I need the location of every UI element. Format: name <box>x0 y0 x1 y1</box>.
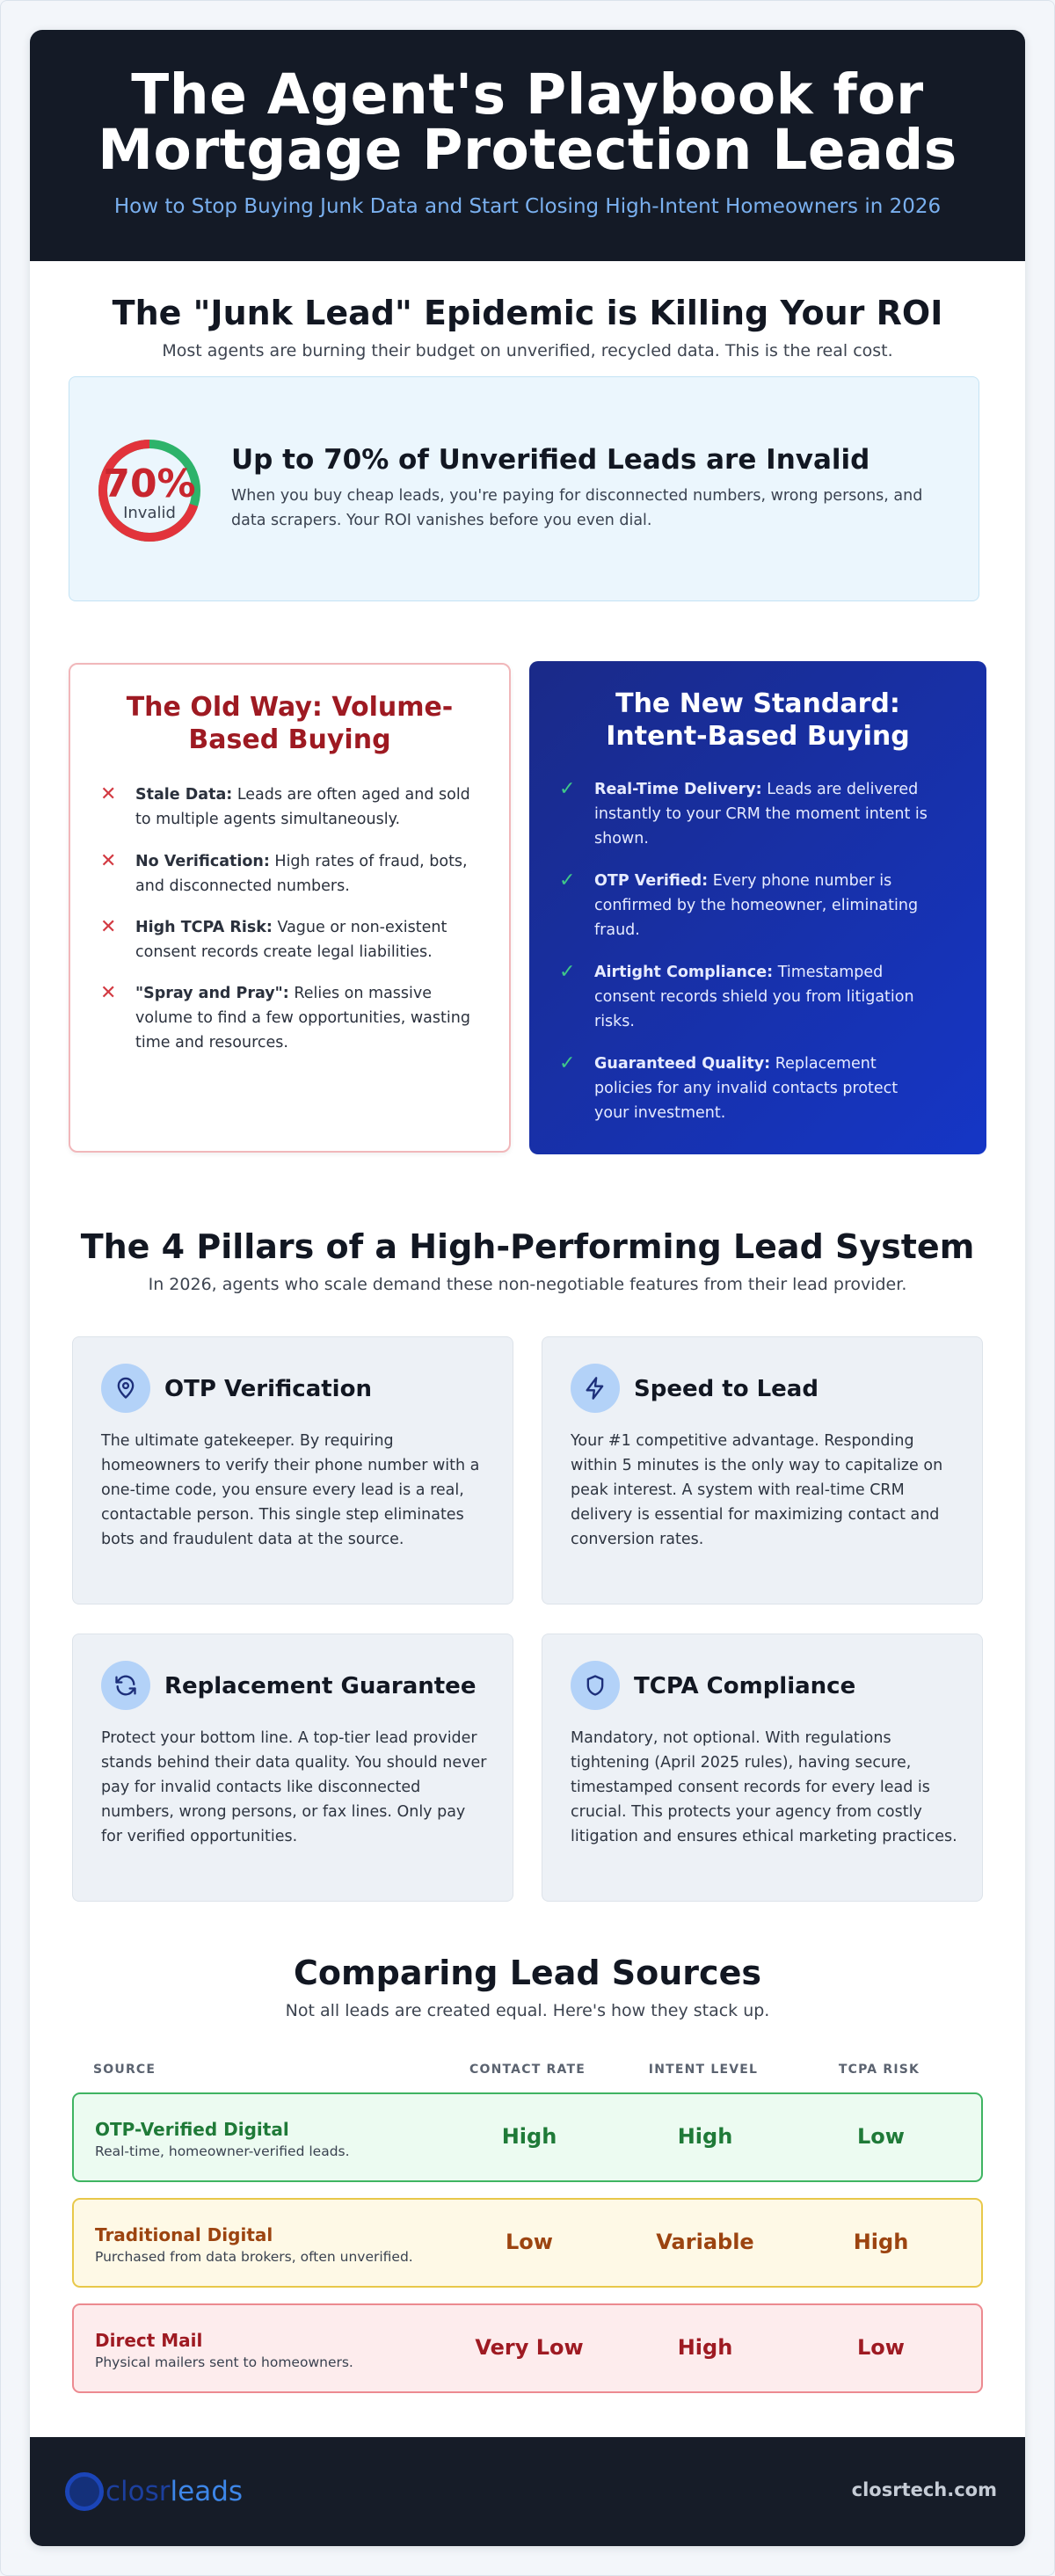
new-item-text: Every phone number is confirmed by the homeowner, eliminating fraud. <box>594 872 919 939</box>
old-way-item <box>100 915 487 964</box>
pillars-title: The 4 Pillars of a High-Performing Lead System <box>80 1227 975 1266</box>
old-way-card <box>69 663 511 1153</box>
old-way-title-line-2: Based Buying <box>188 724 391 755</box>
hero-banner <box>30 30 1025 261</box>
x-mark-icon: ✕ <box>100 982 117 1004</box>
pillars-header <box>30 1227 1025 1294</box>
old-item-text: Leads are often aged and sold to multiple agents simultaneously. <box>135 786 470 828</box>
column-header-source: SOURCE <box>93 2063 156 2077</box>
logo-mark-icon <box>65 2472 104 2511</box>
pillar-otp-verification <box>72 1336 513 1605</box>
epidemic-title: The "Junk Lead" Epidemic is Killing Your ROI <box>112 294 943 332</box>
old-item-text: Vague or non-existent consent records create legal liabilities. <box>135 919 447 961</box>
old-item-text: High rates of fraud, bots, and disconnected numbers. <box>135 853 468 895</box>
title-line-1: The Agent's Playbook for <box>131 62 924 127</box>
source-name: OTP-Verified Digital <box>95 2119 289 2140</box>
tcpa-risk-value: Low <box>857 2124 905 2149</box>
x-mark-icon: ✕ <box>100 916 117 938</box>
source-description: Purchased from data brokers, often unverified. <box>95 2249 413 2265</box>
pillar-title: Replacement Guarantee <box>164 1673 477 1699</box>
title-line-2: Mortgage Protection Leads <box>98 118 957 182</box>
old-way-item <box>100 981 487 1055</box>
pillar-title: OTP Verification <box>164 1376 372 1402</box>
pillar-replacement-guarantee <box>72 1634 513 1902</box>
intent-level-value: High <box>677 2335 733 2360</box>
pillar-speed-to-lead <box>542 1336 983 1605</box>
column-header-intent-level: INTENT LEVEL <box>648 2063 759 2077</box>
new-standard-item <box>559 960 937 1034</box>
pillar-text: Mandatory, not optional. With regulations tightening (April 2025 rules), having secure, timestamped consent records for every lead is crucial. This protects your agency from costly litigation and ensures ethical marketing practices. <box>571 1729 957 1845</box>
old-way-item <box>100 782 487 832</box>
refresh-icon <box>101 1661 150 1710</box>
website-link[interactable]: closrtech.com <box>851 2479 997 2500</box>
new-item-bold: Airtight Compliance: <box>594 964 774 981</box>
intent-level-value: Variable <box>656 2230 754 2254</box>
source-description: Physical mailers sent to homeowners. <box>95 2354 353 2370</box>
new-item-bold: Guaranteed Quality: <box>594 1055 771 1073</box>
source-name: Traditional Digital <box>95 2224 273 2245</box>
comparison-header <box>30 1954 1025 2020</box>
old-way-title-line-1: The Old Way: Volume- <box>126 692 454 723</box>
pillar-text: Your #1 competitive advantage. Responding within 5 minutes is the only way to capitalize on peak interest. A system with real-time CRM delivery is essential for maximizing contact and conversion rates. <box>571 1432 943 1548</box>
new-standard-item <box>559 869 937 942</box>
pillar-text: The ultimate gatekeeper. By requiring homeowners to verify their phone number with a one-time code, you ensure every lead is a real, contactable person. This single step eliminates bots and fraudulent data at the source. <box>101 1432 480 1548</box>
contact-rate-value: Very Low <box>475 2335 584 2360</box>
table-row <box>72 2198 983 2288</box>
column-header-tcpa-risk: TCPA RISK <box>838 2063 920 2077</box>
contact-rate-value: High <box>501 2124 557 2149</box>
old-item-text: Relies on massive volume to find a few opportunities, wasting time and resources. <box>135 985 470 1052</box>
footer <box>30 2437 1025 2546</box>
new-standard-title-line-2: Intent-Based Buying <box>606 721 910 752</box>
new-standard-item <box>559 777 937 851</box>
intent-level-value: High <box>677 2124 733 2149</box>
old-item-bold: No Verification: <box>135 853 270 870</box>
logo-word-2: leads <box>170 2476 244 2507</box>
location-pin-icon <box>101 1364 150 1413</box>
stat-heading: Up to 70% of Unverified Leads are Invalid <box>231 444 870 476</box>
new-standard-title-line-1: The New Standard: <box>615 688 900 719</box>
invalid-percent-value: 70% <box>103 462 196 506</box>
pillar-tcpa-compliance <box>542 1634 983 1902</box>
new-standard-item <box>559 1052 937 1125</box>
page-title <box>30 62 1025 182</box>
comparison-title: Comparing Lead Sources <box>294 1954 761 1992</box>
old-item-bold: Stale Data: <box>135 786 233 804</box>
tcpa-risk-value: Low <box>857 2335 905 2360</box>
shield-icon <box>571 1661 620 1710</box>
epidemic-header <box>30 294 1025 360</box>
infographic-card <box>30 30 1025 2546</box>
pillars-subtitle: In 2026, agents who scale demand these non-negotiable features from their lead provider. <box>148 1275 907 1294</box>
old-way-title <box>70 691 509 756</box>
new-item-bold: Real-Time Delivery: <box>594 781 762 798</box>
check-mark-icon: ✓ <box>559 1052 576 1074</box>
new-item-text: Timestamped consent records shield you from litigation risks. <box>594 964 914 1030</box>
lightning-bolt-icon <box>571 1364 620 1413</box>
pillar-title: TCPA Compliance <box>634 1673 856 1699</box>
stat-text: When you buy cheap leads, you're paying for disconnected numbers, wrong persons, and data scrapers. Your ROI vanishes before you even dial. <box>231 487 923 529</box>
source-description: Real-time, homeowner-verified leads. <box>95 2143 350 2159</box>
column-header-contact-rate: CONTACT RATE <box>469 2063 586 2077</box>
new-standard-card <box>529 661 986 1154</box>
invalid-percent-label: Invalid <box>123 504 176 522</box>
new-item-text: Replacement policies for any invalid contacts protect your investment. <box>594 1055 899 1122</box>
new-standard-title <box>529 688 986 753</box>
epidemic-subtitle: Most agents are burning their budget on unverified, recycled data. This is the real cost. <box>162 341 893 360</box>
check-mark-icon: ✓ <box>559 961 576 983</box>
new-item-text: Leads are delivered instantly to your CRM the moment intent is shown. <box>594 781 928 848</box>
old-item-bold: "Spray and Pray": <box>135 985 289 1002</box>
check-mark-icon: ✓ <box>559 870 576 891</box>
x-mark-icon: ✕ <box>100 850 117 872</box>
pillar-title: Speed to Lead <box>634 1376 819 1402</box>
table-row <box>72 2092 983 2182</box>
logo-word-1: closr <box>106 2476 171 2507</box>
old-way-item <box>100 849 487 899</box>
x-mark-icon: ✕ <box>100 783 117 805</box>
table-row <box>72 2303 983 2393</box>
brand-logo[interactable] <box>65 2472 243 2511</box>
source-name: Direct Mail <box>95 2330 203 2351</box>
new-item-bold: OTP Verified: <box>594 872 709 890</box>
contact-rate-value: Low <box>506 2230 553 2254</box>
check-mark-icon: ✓ <box>559 778 576 800</box>
pillar-text: Protect your bottom line. A top-tier lead provider stands behind their data quality. You should never pay for invalid contacts like disconnected numbers, wrong persons, or fax lines. Only pay for verified opportunities. <box>101 1729 487 1845</box>
old-item-bold: High TCPA Risk: <box>135 919 273 936</box>
page-subtitle: How to Stop Buying Junk Data and Start Closing High-Intent Homeowners in 2026 <box>113 195 942 218</box>
comparison-subtitle: Not all leads are created equal. Here's how they stack up. <box>285 2001 770 2020</box>
invalid-leads-stat-card <box>69 376 979 601</box>
tcpa-risk-value: High <box>853 2230 909 2254</box>
